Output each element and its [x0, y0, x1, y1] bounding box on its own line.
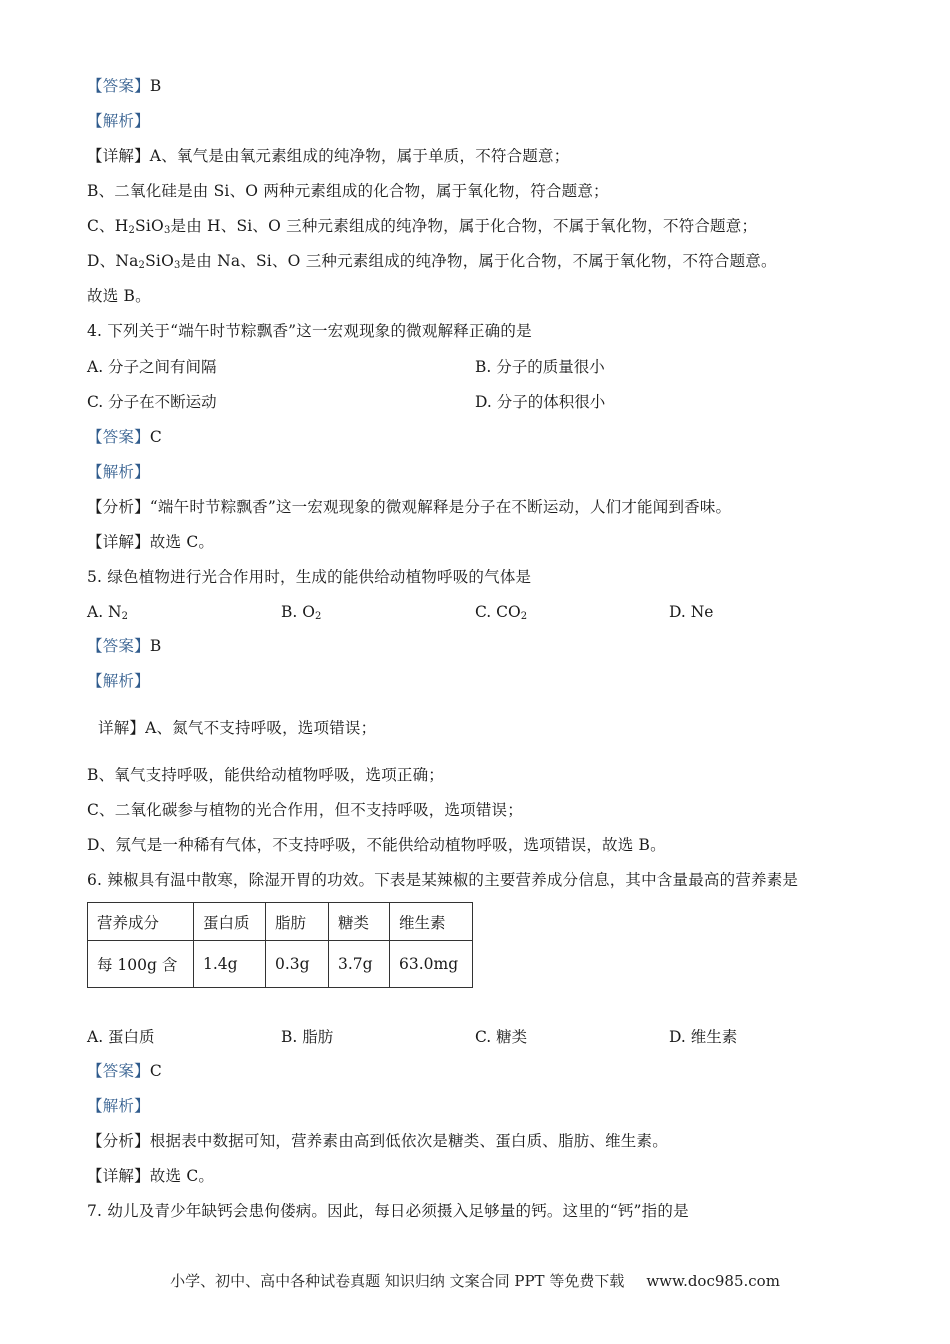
detail-line: 【详解】故选 C。 — [87, 1167, 215, 1185]
question-4: 4. 下列关于“端午时节粽飘香”这一宏观现象的微观解释正确的是 — [87, 322, 532, 340]
option-b: B. 脂肪 — [281, 1028, 334, 1046]
answer-tag: 【答案】 — [87, 428, 150, 446]
table-cell: 维生素 — [390, 903, 473, 941]
detail-line: B、氧气支持呼吸，能供给动植物呼吸，选项正确； — [87, 766, 444, 784]
option-a: A. $N_2$ — [87, 603, 128, 622]
analysis-line: 【分析】“端午时节粽飘香”这一宏观现象的微观解释是分子在不断运动，人们才能闻到香味。 — [87, 498, 732, 516]
option-c: C. 糖类 — [475, 1028, 528, 1046]
option-d: D. 分子的体积很小 — [475, 393, 606, 411]
option-b: B. $O_2$ — [281, 603, 322, 622]
table-cell: 0.3g — [266, 941, 329, 988]
answer-tag: 【答案】 — [87, 637, 150, 655]
analysis-line: 【分析】根据表中数据可知，营养素由高到低依次是糖类、蛋白质、脂肪、维生素。 — [87, 1132, 668, 1150]
table-cell: 3.7g — [329, 941, 390, 988]
option-d: D. Ne — [669, 603, 714, 621]
footer-link[interactable]: www.doc985.com — [646, 1272, 780, 1290]
table-cell: 63.0mg — [390, 941, 473, 988]
table-cell: 糖类 — [329, 903, 390, 941]
detail-line: B、二氧化硅是由 Si、O 两种元素组成的化合物，属于氧化物，符合题意； — [87, 182, 609, 200]
page-footer — [0, 1270, 950, 1291]
nutrition-table — [87, 902, 473, 988]
conclusion-line: 故选 B。 — [87, 287, 151, 305]
table-cell: 蛋白质 — [194, 903, 266, 941]
option-b: B. 分子的质量很小 — [475, 358, 605, 376]
question-6: 6. 辣椒具有温中散寒，除湿开胃的功效。下表是某辣椒的主要营养成分信息，其中含量最高的营养素是 — [87, 871, 799, 889]
option-c: C. $CO_2$ — [475, 603, 528, 622]
option-d: D. 维生素 — [669, 1028, 738, 1046]
answer-line: 【答案】C — [87, 1062, 162, 1080]
answer-line: 【答案】B — [87, 637, 162, 655]
question-5: 5. 绿色植物进行光合作用时，生成的能供给动植物呼吸的气体是 — [87, 568, 532, 586]
table-cell: 1.4g — [194, 941, 266, 988]
detail-line: 详解】A、氮气不支持呼吸，选项错误； — [98, 719, 377, 737]
question-7: 7. 幼儿及青少年缺钙会患佝偻病。因此，每日必须摄入足够量的钙。这里的“钙”指的是 — [87, 1202, 689, 1220]
answer-line: 【答案】C — [87, 428, 162, 446]
table-cell: 每 100g 含 — [88, 941, 194, 988]
analysis-tag: 【解析】 — [87, 672, 150, 690]
detail-line: C、二氧化碳参与植物的光合作用，但不支持呼吸，选项错误； — [87, 801, 523, 819]
answer-tag: 【答案】 — [87, 1062, 150, 1080]
answer-tag: 【答案】 — [87, 77, 150, 95]
table-cell: 营养成分 — [88, 903, 194, 941]
detail-line: C、$H_2SiO_3$是由 H、Si、O 三种元素组成的纯净物，属于化合物，不属于氧化物，不符合题意； — [87, 217, 758, 236]
option-c: C. 分子在不断运动 — [87, 393, 217, 411]
table-row — [88, 903, 473, 941]
analysis-tag: 【解析】 — [87, 1097, 150, 1115]
detail-line: 【详解】A、氧气是由氧元素组成的纯净物，属于单质，不符合题意； — [87, 147, 570, 165]
detail-line: 【详解】故选 C。 — [87, 533, 215, 551]
footer-text: 小学、初中、高中各种试卷真题 知识归纳 文案合同 PPT 等免费下载 — [170, 1272, 625, 1290]
table-row — [88, 941, 473, 988]
option-a: A. 蛋白质 — [87, 1028, 155, 1046]
detail-line: D、氖气是一种稀有气体，不支持呼吸，不能供给动植物呼吸，选项错误，故选 B。 — [87, 836, 666, 854]
detail-line: D、$Na_2SiO_3$是由 Na、Si、O 三种元素组成的纯净物，属于化合物，不属于氧化物，不符合题意。 — [87, 252, 777, 271]
answer-line: 【答案】B — [87, 77, 162, 95]
analysis-tag: 【解析】 — [87, 112, 150, 130]
analysis-tag: 【解析】 — [87, 463, 150, 481]
table-cell: 脂肪 — [266, 903, 329, 941]
option-a: A. 分子之间有间隔 — [87, 358, 217, 376]
